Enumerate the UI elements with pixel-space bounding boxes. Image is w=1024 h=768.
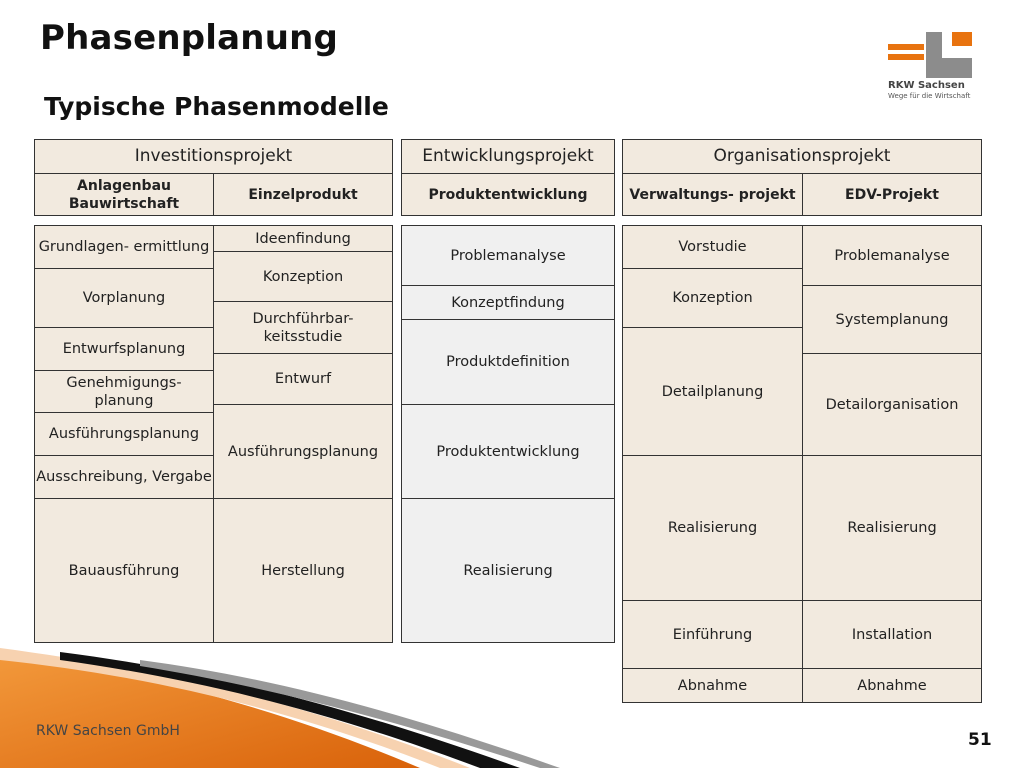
- phase-cell: Realisierung: [802, 455, 982, 601]
- phase-cell: Vorstudie: [622, 225, 803, 269]
- logo-name: RKW Sachsen: [888, 80, 965, 91]
- phase-cell: Realisierung: [622, 455, 803, 601]
- header-entwicklungsprojekt: Entwicklungsprojekt: [401, 139, 615, 174]
- page-number: 51: [968, 730, 992, 750]
- phase-cell: Ausschreibung, Vergabe: [34, 455, 214, 499]
- phase-cell: Grundlagen- ermittlung: [34, 225, 214, 269]
- subheader-verwaltungsprojekt: Verwaltungs- projekt: [622, 173, 803, 216]
- phase-cell: Ideenfindung: [213, 225, 393, 252]
- phase-cell: Installation: [802, 600, 982, 669]
- phase-cell: Produktdefinition: [401, 319, 615, 405]
- subheader-einzelprodukt: Einzelprodukt: [213, 173, 393, 216]
- phase-cell: Abnahme: [802, 668, 982, 703]
- header-organisationsprojekt: Organisationsprojekt: [622, 139, 982, 174]
- phase-cell: Realisierung: [401, 498, 615, 643]
- phase-cell: Bauausführung: [34, 498, 214, 643]
- phase-cell: Genehmigungs- planung: [34, 370, 214, 413]
- phase-cell: Problemanalyse: [802, 225, 982, 286]
- page-title: Phasenplanung: [40, 18, 339, 58]
- phase-cell: Detailplanung: [622, 327, 803, 456]
- phase-cell: Ausführungsplanung: [34, 412, 214, 456]
- phase-cell: Detailorganisation: [802, 353, 982, 456]
- footer-company: RKW Sachsen GmbH: [36, 723, 180, 739]
- phase-cell: Problemanalyse: [401, 225, 615, 286]
- phase-cell: Produktentwicklung: [401, 404, 615, 499]
- phase-cell: Ausführungsplanung: [213, 404, 393, 499]
- phase-cell: Abnahme: [622, 668, 803, 703]
- phase-cell: Vorplanung: [34, 268, 214, 328]
- page-subtitle: Typische Phasenmodelle: [44, 92, 389, 121]
- phase-cell: Herstellung: [213, 498, 393, 643]
- phase-cell: Einführung: [622, 600, 803, 669]
- subheader-edv-projekt: EDV-Projekt: [802, 173, 982, 216]
- phase-cell: Konzeption: [213, 251, 393, 302]
- phase-cell: Durchführbar- keitsstudie: [213, 301, 393, 354]
- subheader-anlagenbau: Anlagenbau Bauwirtschaft: [34, 173, 214, 216]
- phase-cell: Entwurfsplanung: [34, 327, 214, 371]
- logo-tagline: Wege für die Wirtschaft: [888, 92, 971, 100]
- phase-cell: Konzeption: [622, 268, 803, 328]
- phase-cell: Konzeptfindung: [401, 285, 615, 320]
- phase-cell: Systemplanung: [802, 285, 982, 354]
- header-investitionsprojekt: Investitionsprojekt: [34, 139, 393, 174]
- subheader-produktentwicklung: Produktentwicklung: [401, 173, 615, 216]
- phase-cell: Entwurf: [213, 353, 393, 405]
